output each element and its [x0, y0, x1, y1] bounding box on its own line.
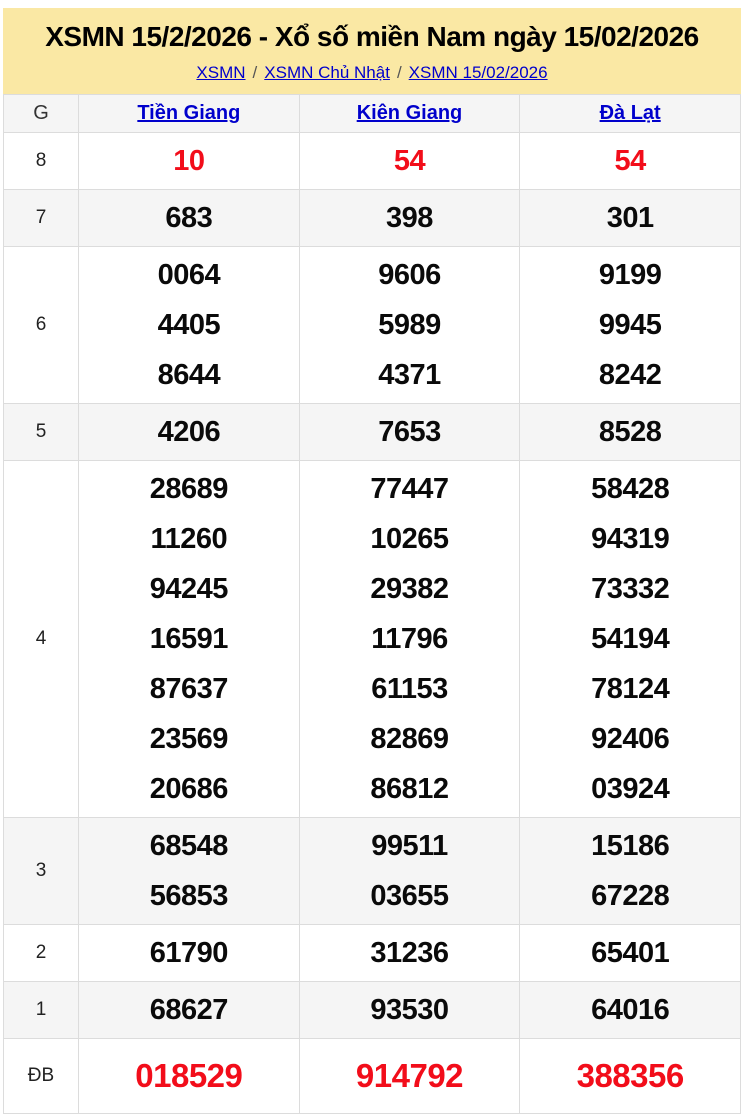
prize-label: 2: [4, 925, 79, 982]
prize-label: 7: [4, 190, 79, 247]
prize-numbers-cell: [79, 818, 300, 925]
prize-numbers-cell: [520, 190, 741, 247]
prize-number: 93530: [370, 994, 449, 1026]
prize-number: 388356: [576, 1057, 684, 1094]
prize-number: 9945: [598, 309, 662, 341]
prize-number: 68627: [149, 994, 228, 1026]
breadcrumb-link-xsmn[interactable]: XSMN: [196, 63, 246, 82]
prize-number: 301: [606, 202, 654, 234]
prize-number: 11260: [150, 523, 228, 555]
prize-number: 67228: [591, 880, 670, 912]
results-table: [3, 94, 741, 1114]
prize-numbers-cell: [79, 404, 300, 461]
prize-number: 77447: [370, 473, 449, 505]
prize-number: 86812: [370, 773, 449, 805]
prize-row-ĐB: [4, 1039, 741, 1114]
prize-numbers-cell: [299, 925, 520, 982]
prize-number: 4206: [157, 416, 221, 448]
prize-number: 8242: [598, 359, 662, 391]
prize-column-header: G: [4, 95, 79, 133]
results-header-row: [4, 95, 741, 133]
breadcrumb-link-xsmn-date[interactable]: XSMN 15/02/2026: [408, 63, 548, 82]
breadcrumb-link-xsmn-sunday[interactable]: XSMN Chủ Nhật: [264, 63, 390, 82]
prize-number: 64016: [591, 994, 670, 1026]
prize-number: 29382: [370, 573, 449, 605]
prize-number: 65401: [591, 937, 670, 969]
column-header-tien-giang: [79, 95, 300, 133]
prize-numbers-cell: [79, 925, 300, 982]
prize-numbers-cell: [299, 404, 520, 461]
breadcrumb-separator: /: [252, 63, 258, 82]
prize-number: 03924: [591, 773, 670, 805]
column-header-da-lat: [520, 95, 741, 133]
prize-row-1: [4, 982, 741, 1039]
prize-number: 68548: [149, 830, 228, 862]
prize-number: 73332: [591, 573, 670, 605]
prize-numbers-cell: [299, 461, 520, 818]
prize-number: 11796: [371, 623, 448, 655]
breadcrumb-separator: /: [396, 63, 402, 82]
results-body: [4, 133, 741, 1114]
prize-number: 56853: [149, 880, 228, 912]
prize-number: 03655: [370, 880, 449, 912]
prize-numbers-cell: [299, 818, 520, 925]
prize-number: 23569: [149, 723, 228, 755]
prize-label: ĐB: [4, 1039, 79, 1114]
province-link-tien-giang[interactable]: Tiền Giang: [137, 102, 241, 124]
prize-number: 58428: [591, 473, 670, 505]
prize-number: 20686: [149, 773, 228, 805]
prize-row-5: [4, 404, 741, 461]
prize-number: 94245: [149, 573, 228, 605]
prize-number: 10265: [370, 523, 449, 555]
prize-number: 28689: [149, 473, 228, 505]
prize-number: 82869: [370, 723, 449, 755]
prize-number: 8528: [598, 416, 662, 448]
prize-numbers-cell: [520, 1039, 741, 1114]
prize-number: 54194: [591, 623, 670, 655]
prize-numbers-cell: [79, 190, 300, 247]
prize-number: 87637: [149, 673, 228, 705]
prize-numbers-cell: [299, 190, 520, 247]
prize-row-7: [4, 190, 741, 247]
page-title: XSMN 15/2/2026 - Xổ số miền Nam ngày 15/02/2026: [45, 21, 699, 52]
prize-numbers-cell: [79, 133, 300, 190]
prize-numbers-cell: [520, 247, 741, 404]
prize-numbers-cell: [299, 982, 520, 1039]
prize-row-2: [4, 925, 741, 982]
prize-numbers-cell: [520, 404, 741, 461]
prize-row-3: [4, 818, 741, 925]
prize-number: 4371: [378, 359, 441, 391]
prize-number: 9606: [378, 259, 441, 291]
prize-number: 94319: [591, 523, 670, 555]
prize-row-8: [4, 133, 741, 190]
prize-number: 018529: [135, 1057, 243, 1094]
prize-numbers-cell: [520, 818, 741, 925]
prize-numbers-cell: [79, 247, 300, 404]
prize-numbers-cell: [79, 1039, 300, 1114]
breadcrumb: [9, 62, 735, 83]
prize-label: 3: [4, 818, 79, 925]
prize-number: 54: [393, 145, 426, 177]
prize-number: 15186: [591, 830, 670, 862]
prize-label: 1: [4, 982, 79, 1039]
column-header-kien-giang: [299, 95, 520, 133]
prize-row-4: [4, 461, 741, 818]
prize-number: 4405: [157, 309, 221, 341]
prize-number: 914792: [355, 1057, 464, 1094]
prize-numbers-cell: [520, 133, 741, 190]
prize-number: 61790: [149, 937, 228, 969]
prize-number: 0064: [157, 259, 221, 291]
prize-number: 99511: [371, 830, 448, 862]
prize-number: 8644: [157, 359, 221, 391]
prize-number: 54: [614, 145, 646, 177]
prize-numbers-cell: [79, 461, 300, 818]
prize-numbers-cell: [299, 133, 520, 190]
prize-label: 6: [4, 247, 79, 404]
prize-number: 78124: [591, 673, 670, 705]
prize-numbers-cell: [299, 1039, 520, 1114]
prize-label: 5: [4, 404, 79, 461]
prize-label: 4: [4, 461, 79, 818]
prize-number: 92406: [591, 723, 670, 755]
prize-numbers-cell: [520, 461, 741, 818]
prize-number: 10: [173, 145, 205, 177]
prize-numbers-cell: [299, 247, 520, 404]
prize-number: 9199: [598, 259, 662, 291]
prize-number: 398: [386, 202, 433, 234]
prize-number: 5989: [378, 309, 441, 341]
prize-number: 61153: [371, 673, 448, 705]
prize-number: 31236: [370, 937, 449, 969]
province-link-da-lat[interactable]: Đà Lạt: [599, 102, 661, 124]
prize-number: 683: [165, 202, 213, 234]
prize-numbers-cell: [520, 925, 741, 982]
result-banner: [3, 8, 741, 94]
province-link-kien-giang[interactable]: Kiên Giang: [356, 102, 463, 124]
prize-number: 16591: [149, 623, 228, 655]
prize-numbers-cell: [520, 982, 741, 1039]
prize-numbers-cell: [79, 982, 300, 1039]
prize-number: 7653: [378, 416, 441, 448]
prize-label: 8: [4, 133, 79, 190]
prize-row-6: [4, 247, 741, 404]
